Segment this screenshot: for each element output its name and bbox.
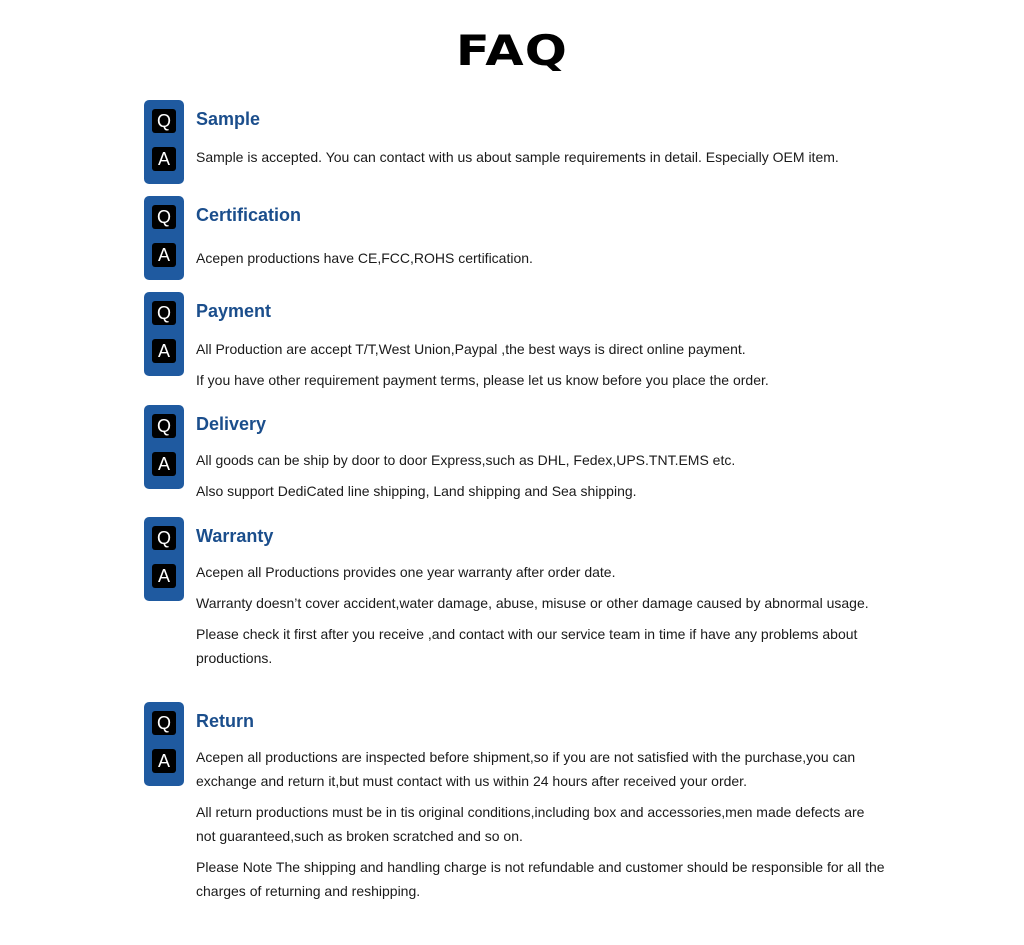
faq-answers	[196, 145, 886, 176]
page-title: FAQ	[455, 26, 569, 75]
answer-icon: A	[152, 452, 176, 476]
faq-answers	[196, 337, 886, 399]
answer-icon: A	[152, 243, 176, 267]
qa-badge	[144, 702, 184, 786]
answer-text: All Production are accept T/T,West Union,Paypal ,the best ways is direct online payment.	[196, 341, 746, 357]
answer-text: If you have other requirement payment terms, please let us know before you place the order.	[196, 372, 769, 388]
faq-heading: Certification	[196, 205, 302, 225]
answer-text: Acepen all Productions provides one year warranty after order date.	[196, 564, 616, 580]
answer-text: Also support DediCated line shipping, Land shipping and Sea shipping.	[196, 483, 637, 499]
question-icon: Q	[152, 526, 176, 550]
faq-answers	[196, 246, 886, 277]
question-icon: Q	[152, 205, 176, 229]
faq-heading: Sample	[196, 109, 261, 129]
question-icon: Q	[152, 711, 176, 735]
faq-heading: Warranty	[196, 526, 274, 546]
faq-answers	[196, 560, 886, 677]
faq-heading: Return	[196, 711, 254, 731]
answer-text: Please Note The shipping and handling charge is not refundable and customer should be responsible for all the charges of returning and reshipping.	[196, 859, 885, 899]
faq-heading: Delivery	[196, 414, 267, 434]
answer-text: Acepen productions have CE,FCC,ROHS certification.	[196, 250, 533, 266]
answer-text: All goods can be ship by door to door Express,such as DHL, Fedex,UPS.TNT.EMS etc.	[196, 452, 736, 468]
answer-icon: A	[152, 564, 176, 588]
answer-text: Please check it first after you receive ,and contact with our service team in time if have any problems about productions.	[196, 626, 858, 666]
faq-answers	[196, 448, 886, 510]
answer-text: Warranty doesn’t cover accident,water damage, abuse, misuse or other damage caused by abnormal usage.	[196, 595, 869, 611]
qa-badge	[144, 196, 184, 280]
faq-answers	[196, 745, 886, 910]
qa-badge	[144, 517, 184, 601]
answer-text: All return productions must be in tis original conditions,including box and accessories,men made defects are not guaranteed,such as broken scratched and so on.	[196, 804, 865, 844]
answer-icon: A	[152, 749, 176, 773]
question-icon: Q	[152, 301, 176, 325]
answer-icon: A	[152, 339, 176, 363]
answer-icon: A	[152, 147, 176, 171]
faq-heading: Payment	[196, 301, 272, 321]
qa-badge	[144, 100, 184, 184]
question-icon: Q	[152, 414, 176, 438]
answer-text: Acepen all productions are inspected before shipment,so if you are not satisfied with the purchase,you can exchange and return it,but must contact with us within 24 hours after received your order.	[196, 749, 856, 789]
answer-text: Sample is accepted. You can contact with us about sample requirements in detail. Especially OEM item.	[196, 149, 839, 165]
question-icon: Q	[152, 109, 176, 133]
qa-badge	[144, 292, 184, 376]
qa-badge	[144, 405, 184, 489]
